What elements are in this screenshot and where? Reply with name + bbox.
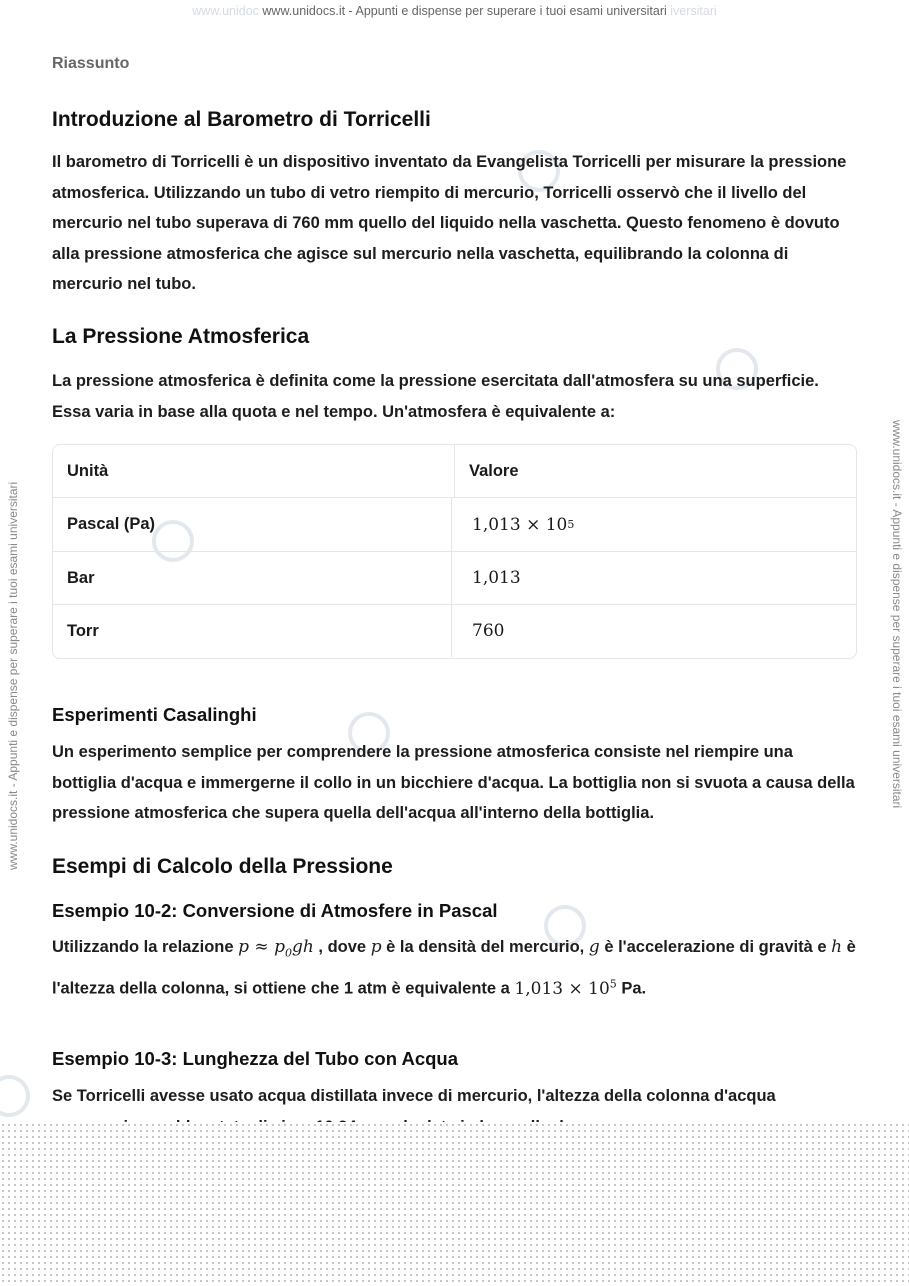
table-cell-unit: Pascal (Pa) (53, 498, 452, 551)
side-watermark-left (0, 240, 24, 890)
document-label: Riassunto (52, 55, 130, 72)
result-value (514, 976, 617, 999)
table-cell-value: 1,013 (472, 568, 521, 588)
table-header-cell: Valore (469, 461, 519, 480)
units-table (52, 444, 857, 659)
table-cell-unit: Torr (53, 605, 452, 657)
text-fragment: Pa. (621, 979, 647, 998)
value-exponent: 5 (609, 976, 617, 990)
example-paragraph (52, 932, 857, 1004)
section-title: La Pressione Atmosferica (52, 325, 310, 348)
example-paragraph: Se Torricelli avesse usato acqua distillata invece di mercurio, l'altezza della colonna d'acqua (52, 1087, 776, 1105)
value-base: 1,013 × 10 (514, 978, 610, 999)
table-header-row (53, 445, 856, 498)
section-paragraph: Un esperimento semplice per comprendere la pressione atmosferica consiste nel riempire una bottiglia d'acqua e immergerne il collo in un bicchiere d'acqua. La bottiglia non si svuota a causa della pressione atmosferica che supera quella dell'acqua all'interno della bottiglia. (52, 743, 855, 822)
formula-part: p ≈ p (238, 937, 285, 957)
formula-subscript: 0 (284, 946, 292, 960)
text-fragment: , dove (318, 938, 367, 956)
variable-h: h (831, 937, 843, 957)
section-paragraph: La pressione atmosferica è definita come la pressione esercitata dall'atmosfera su una superficie. Essa varia in base alla quota e nel tempo. Un'atmosfera è equivalente a: (52, 372, 819, 421)
section-title: Esempi di Calcolo della Pressione (52, 855, 393, 878)
text-fragment: è l'accelerazione di gravità e (604, 938, 827, 956)
watermark-ghost-right: iversitari (670, 4, 717, 18)
variable-g: g (588, 937, 600, 957)
text-fragment: è la densità del mercurio, (386, 938, 585, 956)
watermark-header-text: www.unidocs.it - Appunti e dispense per superare i tuoi esami universitari (262, 4, 667, 18)
table-row (53, 605, 856, 657)
section-paragraph: Il barometro di Torricelli è un dispositivo inventato da Evangelista Torricelli per misurare la pressione atmosferica. Utilizzando un tubo di vetro riempito di mercurio, Torricelli osservò che il livello del mercurio nel tubo superava di 760 mm quello del liquido nella vaschetta. Questo fenomeno è dovuto alla pressione atmosferica che agisce sul mercurio nella vaschetta, equilibrando la colonna di mercurio nel tubo. (52, 153, 847, 293)
example-title: Esempio 10-2: Conversione di Atmosfere in Pascal (52, 900, 498, 921)
side-watermark-right (885, 240, 909, 890)
table-header-cell: Unità (53, 445, 455, 497)
variable-p: p (370, 937, 382, 957)
section-title: Introduzione al Barometro di Torricelli (52, 108, 431, 131)
side-watermark-right-text: www.unidocs.it - Appunti e dispense per superare i tuoi esami universitari (890, 420, 904, 809)
watermark-header (0, 0, 909, 22)
side-watermark-left-text: www.unidocs.it - Appunti e dispense per superare i tuoi esami universitari (6, 481, 20, 870)
value-exponent: 5 (567, 518, 575, 531)
dotted-overlay (0, 1122, 909, 1286)
text-fragment: è l'altezza della colonna, si ottiene che 1 atm è equivalente a (52, 938, 856, 998)
table-cell-unit: Bar (53, 552, 452, 604)
table-cell-value: 760 (472, 621, 505, 641)
table-row (53, 498, 856, 552)
formula (238, 937, 314, 960)
section-title: Esperimenti Casalinghi (52, 704, 257, 725)
value-base: 1,013 × 10 (472, 514, 568, 535)
table-row (53, 552, 856, 605)
watermark-ghost-left: www.unidoc (192, 4, 259, 18)
text-fragment: Utilizzando la relazione (52, 938, 234, 956)
example-title: Esempio 10-3: Lunghezza del Tubo con Acqua (52, 1048, 459, 1069)
watermark-logo-icon (0, 1075, 30, 1117)
formula-part: gh (291, 937, 314, 957)
table-cell-value (452, 498, 856, 551)
